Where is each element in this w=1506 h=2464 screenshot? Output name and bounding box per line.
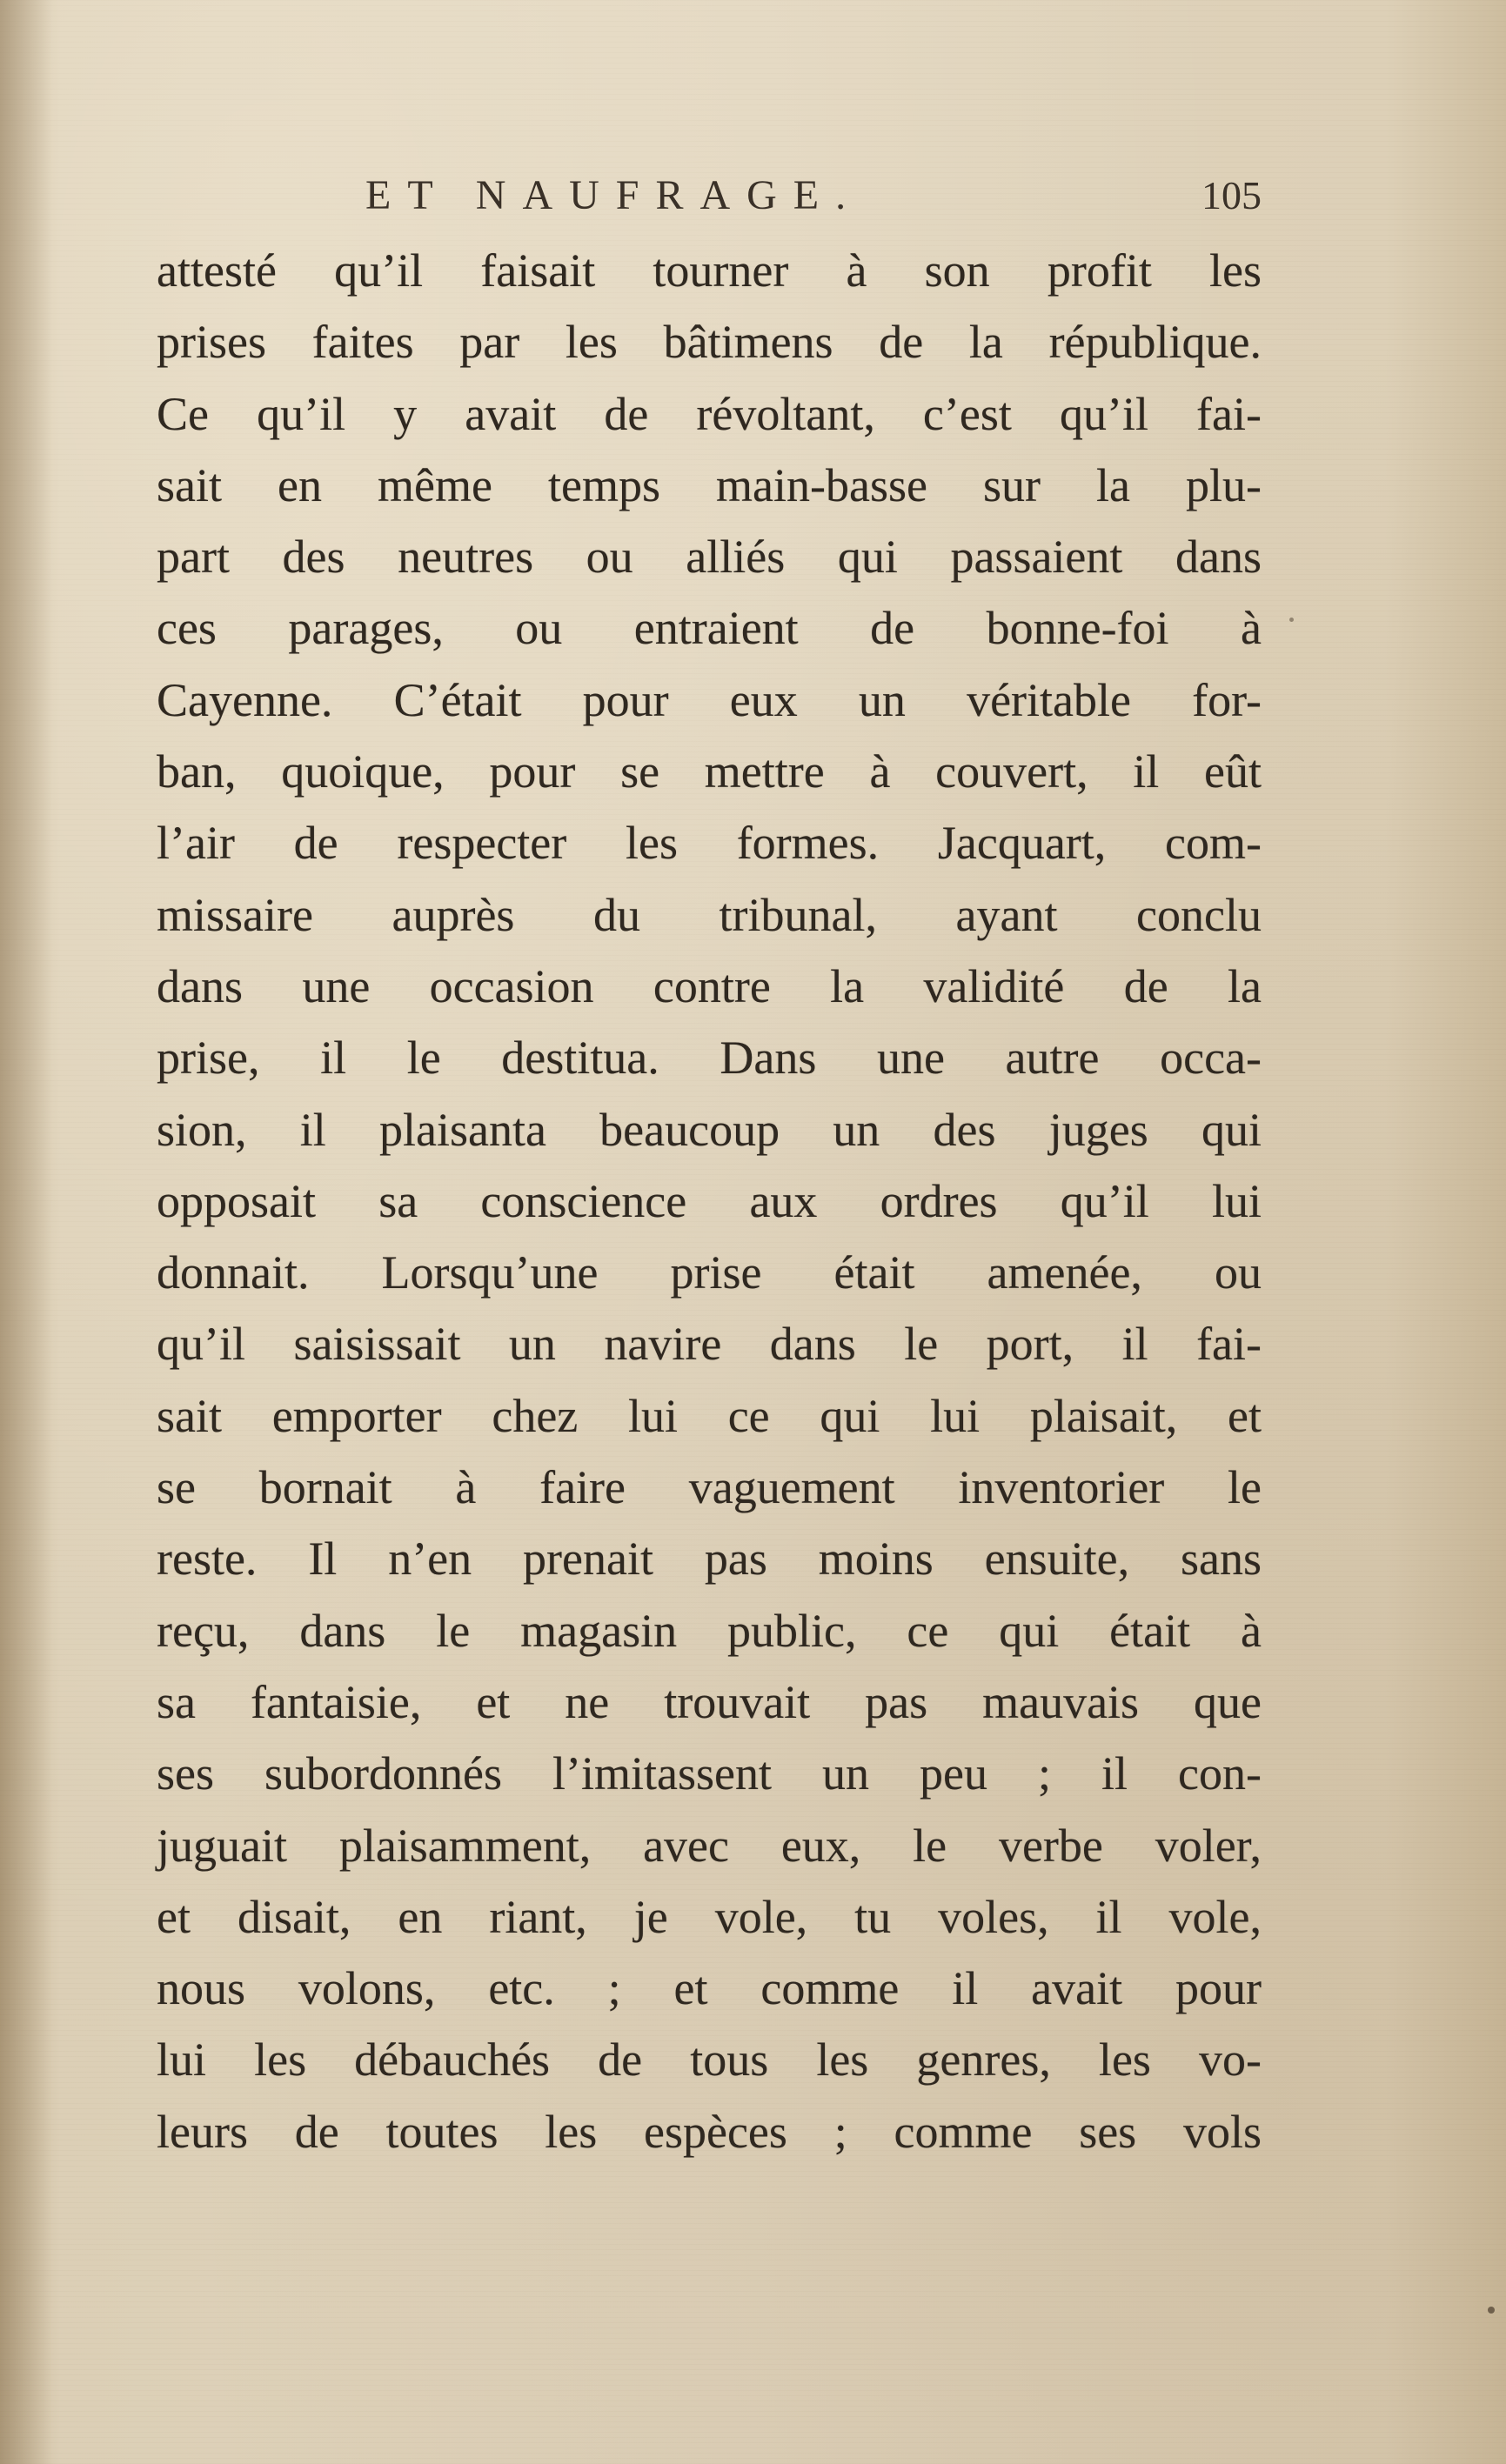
body-text xyxy=(157,235,1262,2167)
text-line: Cayenne. C’était pour eux un véritable for- xyxy=(157,673,1262,726)
text-line: sait en même temps main-basse sur la plu- xyxy=(157,458,1262,511)
text-line: part des neutres ou alliés qui passaient dans xyxy=(157,531,1262,584)
text-line: sion, il plaisanta beaucoup un des juges qui xyxy=(157,1103,1262,1156)
text-line: et disait, en riant, je vole, tu voles, il vole, xyxy=(157,1890,1262,1943)
text-line: Ce qu’il y avait de révoltant, c’est qu’il fai- xyxy=(157,387,1262,440)
text-line: nous volons, etc. ; et comme il avait pour xyxy=(157,1962,1262,2015)
text-line: leurs de toutes les espèces ; comme ses vols xyxy=(157,2105,1262,2158)
text-line: se bornait à faire vaguement inventorier le xyxy=(157,1461,1262,1514)
text-line: prise, il le destitua. Dans une autre occa- xyxy=(157,1032,1262,1085)
running-title: ET NAUFRAGE. xyxy=(365,172,863,218)
text-line: donnait. Lorsqu’une prise était amenée, ou xyxy=(157,1246,1262,1299)
text-line: ban, quoique, pour se mettre à couvert, il eût xyxy=(157,745,1262,798)
page-number: 105 xyxy=(1201,173,1262,217)
text-line: opposait sa conscience aux ordres qu’il lui xyxy=(157,1174,1262,1227)
text-line: reste. Il n’en prenait pas moins ensuite, sans xyxy=(157,1532,1262,1586)
text-line: prises faites par les bâtimens de la république. xyxy=(157,316,1262,369)
text-line: qu’il saisissait un navire dans le port, il fai- xyxy=(157,1318,1262,1371)
page-header xyxy=(157,165,1262,226)
text-line: ces parages, ou entraient de bonne-foi à xyxy=(157,602,1262,655)
text-line: missaire auprès du tribunal, ayant conclu xyxy=(157,888,1262,941)
text-line: sait emporter chez lui ce qui lui plaisait, et xyxy=(157,1389,1262,1442)
paper-fleck xyxy=(1488,2307,1495,2314)
paper-fleck xyxy=(1289,618,1294,622)
text-line: sa fantaisie, et ne trouvait pas mauvais que xyxy=(157,1675,1262,1728)
text-line: dans une occasion contre la validité de la xyxy=(157,959,1262,1012)
text-line: juguait plaisamment, avec eux, le verbe voler, xyxy=(157,1819,1262,1872)
spine-shadow xyxy=(0,0,52,2464)
text-line: reçu, dans le magasin public, ce qui était à xyxy=(157,1604,1262,1657)
text-line: ses subordonnés l’imitassent un peu ; il con- xyxy=(157,1747,1262,1800)
text-line: l’air de respecter les formes. Jacquart, com- xyxy=(157,817,1262,870)
text-line: lui les débauchés de tous les genres, les vo- xyxy=(157,2033,1262,2087)
text-line: attesté qu’il faisait tourner à son profit les xyxy=(157,244,1262,297)
